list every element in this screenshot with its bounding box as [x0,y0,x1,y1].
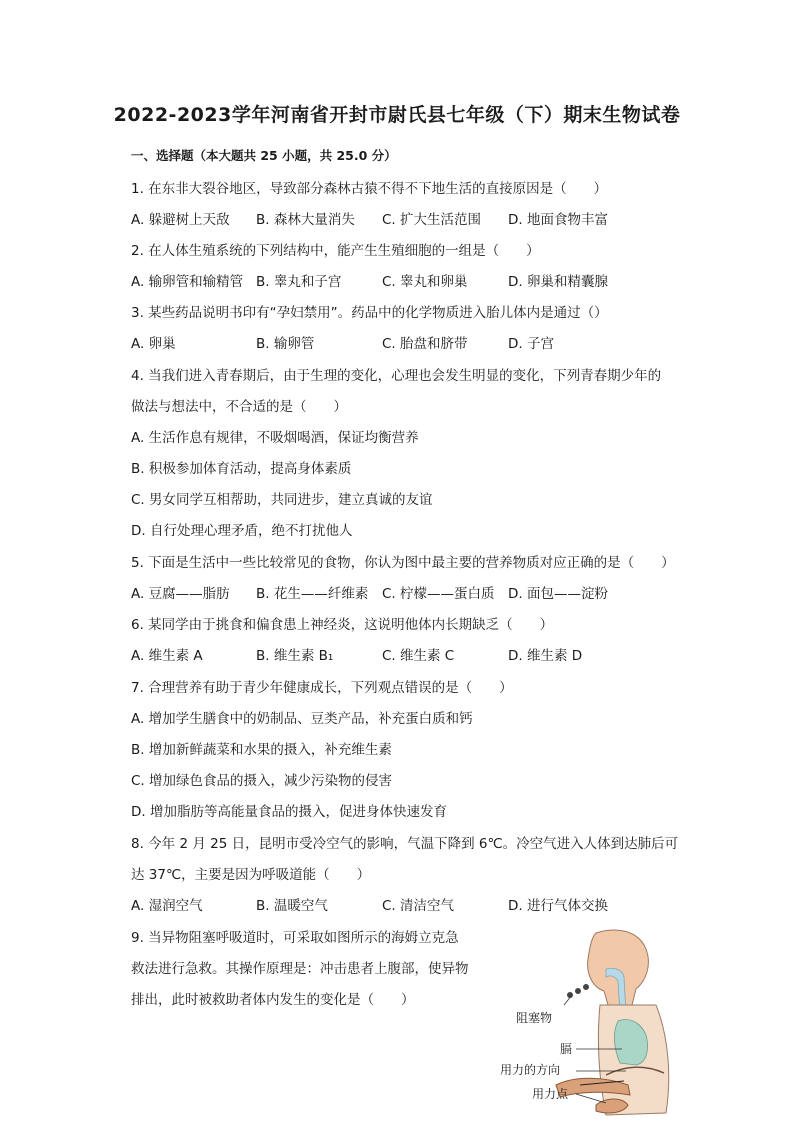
option-a: A. 输卵管和输精管 [131,274,244,290]
option-c: C. 睾丸和卵巢 [382,274,468,290]
option-d: D. 卵巢和精囊腺 [508,274,608,290]
option-c: C. 柠檬——蛋白质 [382,586,495,602]
question-1-stem: 1. 在东非大裂谷地区，导致部分森林古猿不得不下地生活的直接原因是（ ） [131,181,608,197]
question-2-stem: 2. 在人体生殖系统的下列结构中，能产生生殖细胞的一组是（ ） [131,243,540,259]
label-force-point: 用力点 [532,1087,569,1101]
question-7-option-d: D. 增加脂肪等高能量食品的摄入，促进身体快速发育 [131,804,447,820]
option-a: A. 豆腐——脂肪 [131,586,230,602]
option-d: D. 进行气体交换 [508,898,608,914]
question-7-option-c: C. 增加绿色食品的摄入，减少污染物的侵害 [131,773,393,789]
option-c: C. 扩大生活范围 [382,212,482,228]
option-d: D. 子宫 [508,336,554,352]
option-b: B. 维生素 B₁ [256,648,334,664]
section-heading: 一、选择题（本大题共 25 小题，共 25.0 分） [131,148,397,163]
question-8-stem: 8. 今年 2 月 25 日，昆明市受冷空气的影响，气温下降到 6℃。冷空气进入人体到达肺后可 [131,836,679,852]
question-7-option-a: A. 增加学生膳食中的奶制品、豆类产品，补充蛋白质和钙 [131,711,473,727]
option-a: A. 维生素 A [131,648,203,664]
question-9-stem-cont-2: 排出，此时被救助者体内发生的变化是（ ） [131,992,415,1008]
option-c: C. 维生素 C [382,648,455,664]
question-4-stem-cont: 做法与想法中，不合适的是（ ） [131,399,347,415]
question-4-stem: 4. 当我们进入青春期后，由于生理的变化，心理也会发生明显的变化，下列青春期少年的 [131,368,662,384]
blockage-dot [575,988,581,994]
blockage-dot [583,984,589,990]
option-d: D. 维生素 D [508,648,583,664]
pointer-line [576,1094,606,1103]
option-d: D. 面包——淀粉 [508,586,608,602]
label-diaphragm: 膈 [560,1042,573,1056]
question-5-stem: 5. 下面是生活中一些比较常见的食物，你认为图中最主要的营养物质对应正确的是（ ） [131,555,675,571]
question-4-option-a: A. 生活作息有规律，不吸烟喝酒，保证均衡营养 [131,430,419,446]
option-c: C. 胎盘和脐带 [382,336,468,352]
option-a: A. 躲避树上天敌 [131,212,230,228]
exam-title: 2022-2023学年河南省开封市尉氏县七年级（下）期末生物试卷 [113,104,681,126]
question-4-option-c: C. 男女同学互相帮助，共同进步，建立真诚的友谊 [131,492,433,508]
question-4-option-b: B. 积极参加体育活动，提高身体素质 [131,461,352,477]
option-a: A. 卵巢 [131,336,176,352]
question-7-stem: 7. 合理营养有助于青少年健康成长，下列观点错误的是（ ） [131,680,513,696]
heimlich-figure [496,925,696,1120]
option-b: B. 森林大量消失 [256,212,355,228]
option-d: D. 地面食物丰富 [508,212,608,228]
question-4-option-d: D. 自行处理心理矛盾，绝不打扰他人 [131,523,353,539]
question-3-stem: 3. 某些药品说明书印有“孕妇禁用”。药品中的化学物质进入胎儿体内是通过（） [131,305,608,321]
option-a: A. 湿润空气 [131,898,203,914]
question-7-option-b: B. 增加新鲜蔬菜和水果的摄入，补充维生素 [131,742,392,758]
option-b: B. 输卵管 [256,336,315,352]
option-c: C. 清洁空气 [382,898,455,914]
question-9-stem-cont: 救法进行急救。其操作原理是：冲击患者上腹部，使异物 [131,961,469,977]
question-9-stem: 9. 当异物阻塞呼吸道时，可采取如图所示的海姆立克急 [131,930,459,946]
option-b: B. 温暖空气 [256,898,328,914]
option-b: B. 睾丸和子宫 [256,274,342,290]
question-6-stem: 6. 某同学由于挑食和偏食患上神经炎，这说明他体内长期缺乏（ ） [131,617,554,633]
label-force-direction: 用力的方向 [500,1063,561,1077]
label-blockage: 阻塞物 [516,1011,553,1025]
option-b: B. 花生——纤维素 [256,586,369,602]
head-shape [588,930,649,1005]
question-8-stem-cont: 达 37℃，主要是因为呼吸道能（ ） [131,867,371,883]
